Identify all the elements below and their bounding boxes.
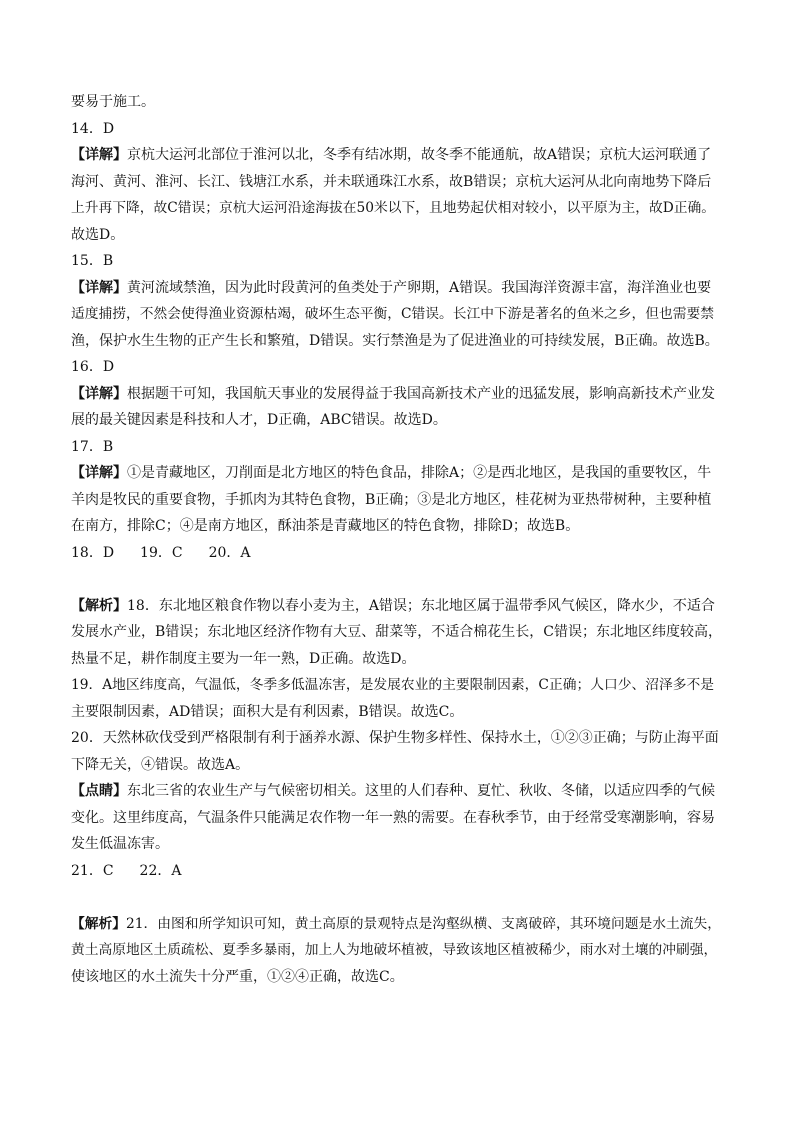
line-text: 根据题干可知，我国航天事业的发展得益于我国高新技术产业的迅猛发展，影响高新技术产业发: [127, 385, 715, 402]
line-text: 展的最关键因素是科技和人才，D正确，ABC错误。故选D。: [71, 412, 447, 428]
line-text: 15．B: [71, 253, 114, 269]
answer-key-item: 22．A: [139, 862, 182, 879]
line-text: 18．东北地区粮食作物以春小麦为主，A错误；东北地区属于温带季风气候区，降水少，不适合: [127, 597, 715, 614]
section-tag: 【详解】: [71, 279, 127, 296]
text-line: [71, 964, 725, 991]
section-tag: 【详解】: [71, 147, 127, 163]
line-text: 变化。这里纬度高，气温条件只能满足农作物一年一熟的需要。在春秋季节，由于经常受寒潮影响，容易: [71, 809, 715, 826]
line-text: 发生低温冻害。: [71, 836, 169, 852]
line-text: 羊肉是牧民的重要食物，手抓肉为其特色食物，B正确；③是北方地区，桂花树为亚热带树种，主要种植: [71, 491, 712, 508]
text-line: [71, 434, 725, 461]
line-text: 发展水产业，B错误；东北地区经济作物有大豆、甜菜等，不适合棉花生长，C错误；东北地区纬度较高，: [71, 624, 722, 640]
text-line: [71, 619, 725, 646]
answer-key-item: 21．C: [71, 862, 114, 879]
text-line: [71, 725, 725, 752]
blank-line: [71, 566, 725, 593]
text-line: [71, 699, 725, 726]
text-line: [71, 89, 725, 116]
section-tag: 【解析】: [71, 915, 127, 932]
line-text: 京杭大运河北部位于淮河以北，冬季有结冰期，故冬季不能通航，故A错误；京杭大运河联通了: [127, 147, 712, 163]
line-text: 19．A地区纬度高，气温低，冬季多低温冻害，是发展农业的主要限制因素，C正确；人口少、沼泽多不是: [71, 677, 714, 693]
line-text: 渔，保护水生生物的正产生长和繁殖，D错误。实行禁渔是为了促进渔业的可持续发展，B正确。故选B。: [71, 332, 719, 349]
text-line: [71, 407, 725, 434]
line-text: 21．由图和所学知识可知，黄土高原的景观特点是沟壑纵横、支离破碎，其环境问题是水土流失，: [126, 915, 722, 932]
text-line: [71, 831, 725, 858]
line-text: 黄河流域禁渔，因为此时段黄河的鱼类处于产卵期，A错误。我国海洋资源丰富，海洋渔业也要: [127, 279, 712, 296]
answer-key-item: 20．A: [208, 544, 251, 561]
line-text: 海河、黄河、淮河、长江、钱塘江水系，并未联通珠江水系，故B错误；京杭大运河从北向南地势下降后: [71, 173, 712, 190]
section-tag: 【点睛】: [71, 783, 127, 799]
line-text: 要易于施工。: [71, 94, 155, 110]
text-line: [71, 169, 725, 196]
text-line: [71, 222, 725, 249]
text-line: [71, 937, 725, 964]
text-line: [71, 646, 725, 673]
line-text: 适度捕捞，不然会使得渔业资源枯竭，破坏生态平衡，C错误。长江中下游是著名的鱼米之乡，但也需要禁: [71, 306, 715, 322]
section-tag: 【解析】: [71, 597, 127, 614]
explanation-line: [71, 381, 725, 408]
line-text: 14．D: [71, 120, 115, 137]
answer-key-line: [71, 540, 725, 567]
explanation-line: [71, 911, 725, 938]
line-text: 上升再下降，故C错误；京杭大运河沿途海拔在50米以下，且地势起伏相对较小，以平原为主，故D正确。: [71, 200, 716, 216]
line-text: 主要限制因素，AD错误；面积大是有利因素，B错误。故选C。: [71, 703, 464, 720]
text-line: [71, 805, 725, 832]
line-text: 东北三省的农业生产与气候密切相关。这里的人们春种、夏忙、秋收、冬储，以适应四季的气候: [127, 783, 715, 799]
section-tag: 【详解】: [71, 385, 127, 402]
text-line: [71, 248, 725, 275]
line-text: 热量不足，耕作制度主要为一年一熟，D正确。故选D。: [71, 650, 416, 667]
text-line: [71, 195, 725, 222]
explanation-line: [71, 275, 725, 302]
text-line: [71, 301, 725, 328]
line-text: ①是青藏地区，刀削面是北方地区的特色食品，排除A；②是西北地区，是我国的重要牧区，牛: [127, 465, 712, 481]
line-text: 黄土高原地区土质疏松、夏季多暴雨，加上人为地破坏植被，导致该地区植被稀少，雨水对土壤的冲刷强，: [71, 942, 718, 958]
text-line: [71, 487, 725, 514]
line-text: 使该地区的水土流失十分严重，①②④正确，故选C。: [71, 968, 404, 985]
line-text: 17．B: [71, 438, 114, 455]
section-tag: 【详解】: [71, 465, 127, 481]
explanation-line: [71, 460, 725, 487]
answer-key-item: 18．D: [71, 544, 115, 561]
answer-key-line: [71, 858, 725, 885]
text-line: [71, 354, 725, 381]
blank-line: [71, 884, 725, 911]
explanation-line: [71, 593, 725, 620]
text-line: [71, 328, 725, 355]
text-line: [71, 513, 725, 540]
line-text: 故选D。: [71, 226, 125, 243]
answer-explanations: [71, 89, 725, 990]
text-line: [71, 672, 725, 699]
answer-key-item: 19．C: [140, 544, 183, 561]
explanation-line: [71, 778, 725, 805]
explanation-line: [71, 142, 725, 169]
text-line: [71, 752, 725, 779]
line-text: 在南方，排除C；④是南方地区，酥油茶是青藏地区的特色食物，排除D；故选B。: [71, 518, 580, 534]
text-line: [71, 116, 725, 143]
line-text: 16．D: [71, 359, 115, 375]
line-text: 下降无关，④错误。故选A。: [71, 756, 250, 773]
line-text: 20．天然林砍伐受到严格限制有利于涵养水源、保护生物多样性、保持水土，①②③正确；与防止海平面: [71, 730, 719, 746]
